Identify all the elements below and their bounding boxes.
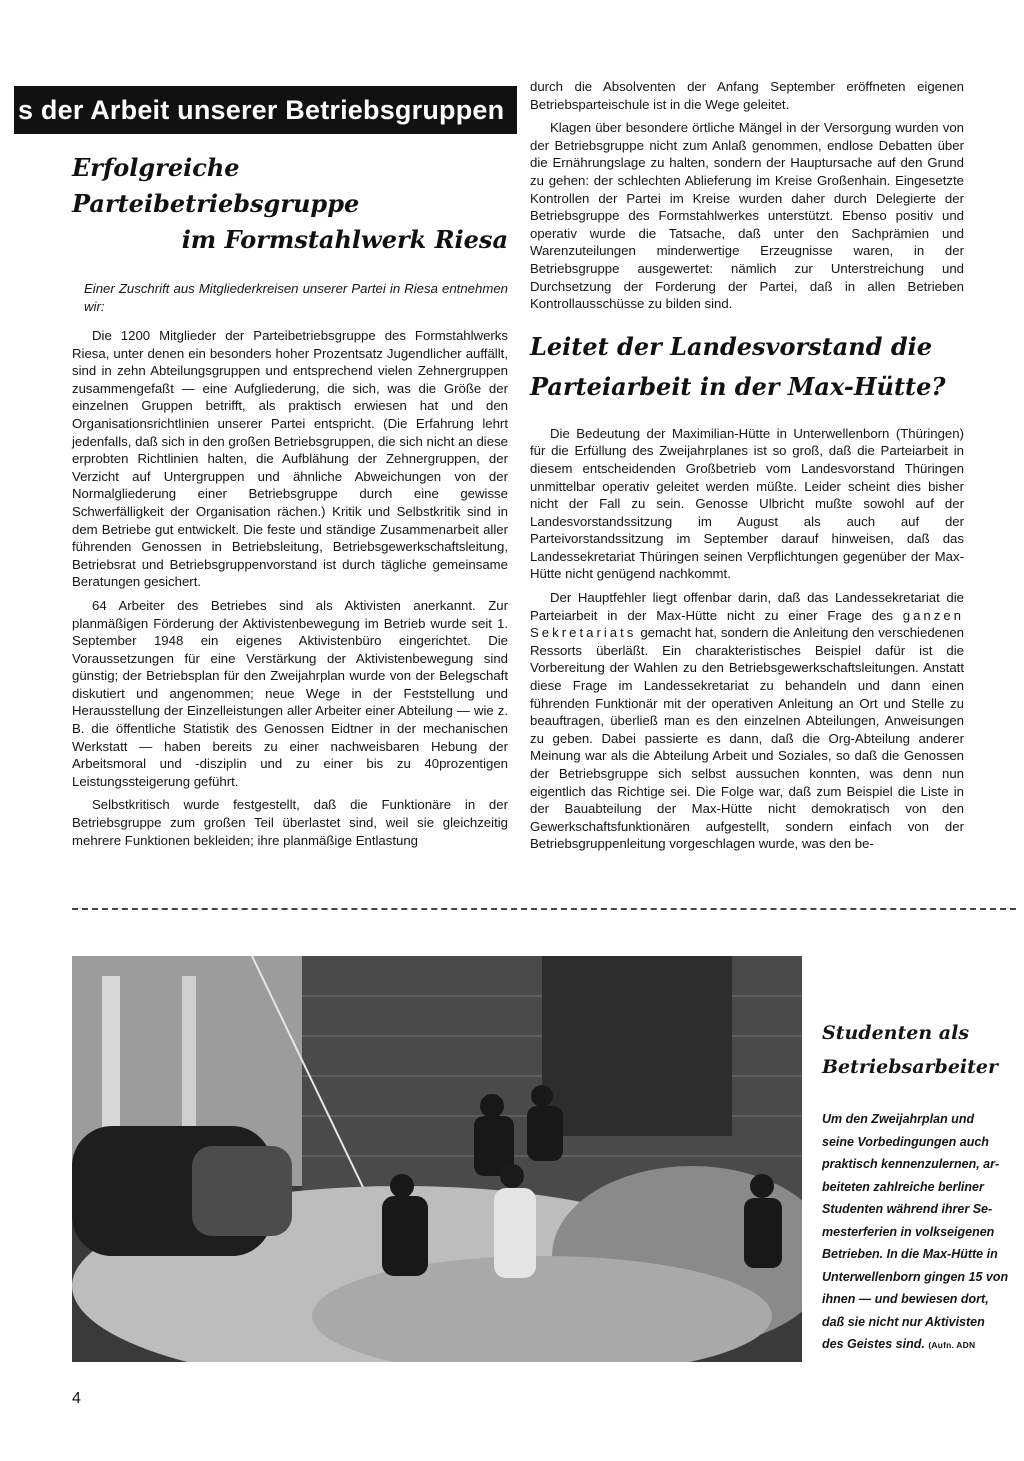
article1-headline-line2: im Formstahlwerk Riesa — [181, 225, 508, 254]
article2-headline-line2: Parteiarbeit in der Max-Hütte? — [530, 371, 946, 401]
photo-caption-sidebar — [822, 1016, 1022, 1357]
photo-illustration — [72, 956, 802, 1362]
section-divider — [72, 908, 1016, 910]
article1-continued-paragraph: Klagen über besondere örtliche Mängel in der Versorgung wurden von der Betriebsgruppe nicht zum Anlaß genommen, endlose Debatten über die Ernährungslage zu halten, sondern der Hauptursache auf den Grund zu gehen: der schlechten Ablieferung im Kreise Großenhain. Eingesetzte Kontrollen der Partei im Kreise wurden daher durch Delegierte der Betriebsgruppe des Formstahlwerkes unterstützt. Ebenso positiv und operativ wurde die Tatsache, daß unter den Sachprämien und Warenzuteilungen minderwertige Erzeugnisse waren, in der Betriebsgruppe ausgewertet: nämlich zur Unterstreichung und Durchsetzung der Forderung der Partei, daß in allen Betrieben Kontrollausschüsse zu bilden sind. — [530, 120, 964, 312]
sidebar-caption-text: Um den Zweijahrplan und seine Vorbedingungen auch praktisch kennenzulernen, ar- beiteten zahlreiche berliner Studenten während ihrer Se- mesterferien in volkseigenen Betrieben. In die Max-Hütte in Unterwellenborn gingen 15 von ihnen — und bewiesen dort, daß sie nicht nur Aktivisten des Geistes sind. — [822, 1112, 1009, 1351]
right-column — [530, 78, 964, 859]
page-number: 4 — [72, 1390, 81, 1407]
article1-paragraph: 64 Arbeiter des Betriebes sind als Aktivisten anerkannt. Zur planmäßigen Förderung der Aktivistenbewegung im Betrieb wurde seit 1. September 1948 ein eigenes Aktivistenbüro eingerichtet. Die Voraussetzungen für eine Verstärkung der Aktivistenbewegung sind günstig; der Betriebsplan für den Zweijahrplan wurde von der Belegschaft diskutiert und angenommen; neue Wege in der Feststellung und Herausstellung der Einzelleistungen aller Arbeiter einer Abteilung — wie z. B. die öffentliche Statistik des Genossen Eidtner in der mechanischen Werkstatt — haben bereits zu einer nachweisbaren Hebung der Arbeitsmoral und -disziplin und zu einer bis zu 40prozentigen Leistungssteigerung geführt. — [72, 597, 508, 789]
article2-emphasis: ganzen Sekretariats — [530, 607, 965, 641]
article2-paragraph: Die Bedeutung der Maximilian-Hütte in Unterwellenborn (Thüringen) für die Erfüllung des Zweijahrplanes ist so groß, daß die Parteiarbeit in diesem entscheidenden Großbetrieb vom Landesvorstand Thüringen unmittelbar operativ geleitet werden müßte. Leider scheint dies bisher nicht der Fall zu sein. Genosse Ulbricht mußte sowohl auf der Landesvorstandssitzung im August als auch auf der Parteivorstandssitzung im September darauf hinweisen, daß das Landessekretariat Thüringen seinen Verpflichtungen gegenüber der Max-Hütte nicht genügend nachkommt. — [530, 425, 964, 582]
article1-paragraph: Die 1200 Mitglieder der Parteibetriebsgruppe des Formstahlwerks Riesa, unter denen ein besonders hoher Prozentsatz Jugendlicher auffällt, sind in zehn Abteilungsgruppen und entsprechend vielen Zehnergruppen zusammengefaßt — eine Aufgliederung, die sich, was die Größe der einzelnen Gruppen betrifft, als praktisch erwiesen hat und den Organisationsrichtlinien unserer Partei entspricht. (Die Erfahrung lehrt jedenfalls, daß sich in den großen Betriebsgruppen, die sich nicht an diese erprobten Richtlinien halten, die Aufblähung der Zehnergruppen, der Verzicht auf Untergruppen und ähnliche Abweichungen von der Normalgliederung einer Betriebsgruppe durch eine gewisse Schwerfälligkeit der Organisation rächen.) Kritik und Selbstkritik sind in dem Betriebe gut entwickelt. Die feste und ständige Zusammenarbeit aller führenden Genossen in Betriebsleitung, Betriebsgewerkschaftsleitung, Betriebsrat und Betriebsgruppenvorstand ist durch tägliche gemeinsame Beratungen gesichert. — [72, 328, 508, 590]
photo-students-at-work — [72, 956, 802, 1362]
photo-credit: (Aufn. ADN — [928, 1340, 976, 1350]
sidebar-title-line1: Studenten als — [822, 1022, 970, 1044]
sidebar-caption — [822, 1108, 1022, 1357]
article2-text: gemacht hat, sondern die Anleitung den verschiedenen Ressorts überläßt. Ein charakteristisches Beispiel dafür ist die Vorbereitung der Wahlen zu den Betriebsgewerkschaftsleitungen. Anstatt diese Frage im Landessekretariat zu behandeln und dann einen führenden Funktionär mit der operativen Anleitung an Ort und Stelle zu beauftragen, überließ man es den einzelnen Abteilungen, Anweisungen zu geben. Dabei passierte es dann, daß die Org-Abteilung anderer Meinung war als die Abteilung Arbeit und Soziales, so daß die Genossen der Betriebsgruppe sich selbst aussuchen konnten, was denn nun eigentlich das Richtige sei. Die Folge war, daß zum Beispiel die Liste in der Bauabteilung der Max-Hütte nicht demokratisch von den Gewerkschaftsfunktionären aufgestellt, sondern einfach von der Betriebsgruppenleitung vorgeschlagen wurde, was den be- — [530, 625, 964, 852]
article2-text: Der Hauptfehler liegt offenbar darin, daß das Landessekretariat die Parteiarbeit in der Max-Hütte nicht zu einer Frage des — [530, 590, 964, 623]
article1-headline-line1: Erfolgreiche Parteibetriebsgruppe — [72, 153, 360, 218]
sidebar-title-line2: Betriebsarbeiter — [822, 1056, 999, 1078]
section-banner: s der Arbeit unserer Betriebsgruppen — [14, 86, 517, 134]
article2-paragraph — [530, 589, 964, 853]
article1-paragraph: Selbstkritisch wurde festgestellt, daß die Funktionäre in der Betriebsgruppe zum großen Teil überlastet sind, weil sie gleichzeitig mehrere Funktionen bekleiden; ihre planmäßige Entlastung — [72, 797, 508, 848]
article2-headline — [530, 327, 964, 407]
left-column — [72, 150, 508, 855]
article2-headline-line1: Leitet der Landesvorstand die — [530, 331, 933, 361]
article1-intro: Einer Zuschrift aus Mitgliederkreisen unserer Partei in Riesa entnehmen wir: — [84, 281, 508, 314]
article1-continued-paragraph: durch die Absolventen der Anfang September eröffneten eigenen Betriebsparteischule ist in die Wege geleitet. — [530, 79, 964, 112]
